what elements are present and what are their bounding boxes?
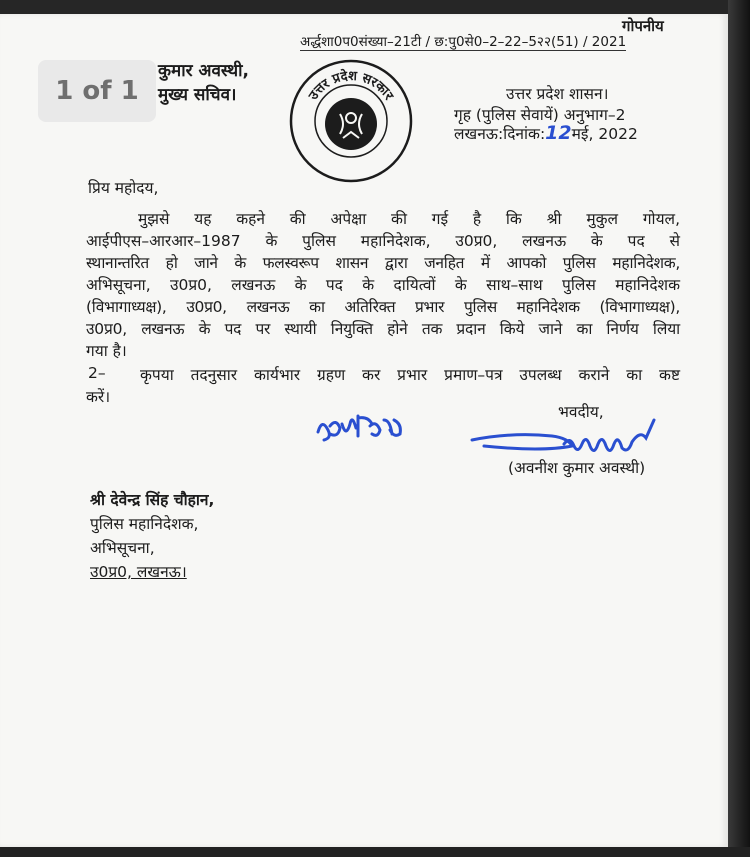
letter-date <box>454 122 638 144</box>
paragraph-1 <box>86 208 680 362</box>
paragraph-1-line: मुझसे यह कहने की अपेक्षा की गई है कि श्री मुकुल गोयल, <box>138 210 680 228</box>
paragraph-1-line: उ0प्र0, लखनऊ के पद पर स्थायी नियुक्ति होने तक प्रदान किये जाने का निर्णय लिया <box>86 320 680 338</box>
paragraph-1-line: आईपीएस–आरआर–1987 के पुलिस महानिदेशक, उ0प्र0, लखनऊ के पद से <box>86 232 680 250</box>
recipient-location: उ0प्र0, लखनऊ। <box>90 563 187 581</box>
viewer-bottom-edge <box>0 847 750 857</box>
date-day: 12 <box>545 122 572 144</box>
paragraph-1-line: स्थानान्तरित हो जाने के फलस्वरूप शासन द्वारा जनहित में आपको पुलिस महानिदेशक, <box>86 254 680 272</box>
paragraph-2-line: कृपया तदनुसार कार्यभार ग्रहण कर प्रभार प्रमाण–पत्र उपलब्ध कराने का कष्ट <box>140 366 680 384</box>
salutation: प्रिय महोदय, <box>88 179 159 197</box>
org-department: गृह (पुलिस सेवायें) अनुभाग–2 <box>454 106 626 124</box>
org-name: उत्तर प्रदेश शासन। <box>506 85 609 103</box>
closing: भवदीय, <box>558 403 604 421</box>
reference-number: अर्द्धशा0प0संख्या–21टी / छ:पु0से0–2–22–5२२(51) / 2021 <box>300 34 627 50</box>
viewer-top-edge <box>0 0 750 14</box>
recipient-department: अभिसूचना, <box>90 539 155 557</box>
page-indicator-badge: 1 of 1 <box>38 60 156 122</box>
emblem-text: उत्तर प्रदेश सरकार <box>306 68 396 104</box>
paragraph-1-line: (विभागाध्यक्ष), उ0प्र0, लखनऊ का अतिरिक्त प्रभार पुलिस महानिदेशक (विभागाध्यक्ष), <box>86 298 680 316</box>
paragraph-1-line: अभिसूचना, उ0प्र0, लखनऊ के पद के दायित्वों के साथ–साथ पुलिस महानिदेशक <box>86 276 680 294</box>
paragraph-2-number: 2– <box>88 364 106 382</box>
recipient-designation: पुलिस महानिदेशक, <box>90 515 199 533</box>
handwritten-initials <box>312 406 422 446</box>
recipient-name: श्री देवेन्द्र सिंह चौहान, <box>90 491 215 509</box>
date-suffix: मई, 2022 <box>571 125 638 143</box>
up-government-emblem <box>288 58 414 184</box>
sender-name: कुमार अवस्थी, <box>158 61 249 81</box>
signatory-name: (अवनीश कुमार अवस्थी) <box>508 459 646 477</box>
sender-title: मुख्य सचिव। <box>158 85 237 105</box>
paragraph-1-line: गया है। <box>86 342 127 360</box>
document-page <box>0 14 728 847</box>
viewer-right-edge <box>728 0 750 857</box>
paragraph-2-line: करें। <box>86 388 111 406</box>
date-prefix: लखनऊ:दिनांक: <box>454 125 546 143</box>
classification-label: गोपनीय <box>622 17 664 35</box>
